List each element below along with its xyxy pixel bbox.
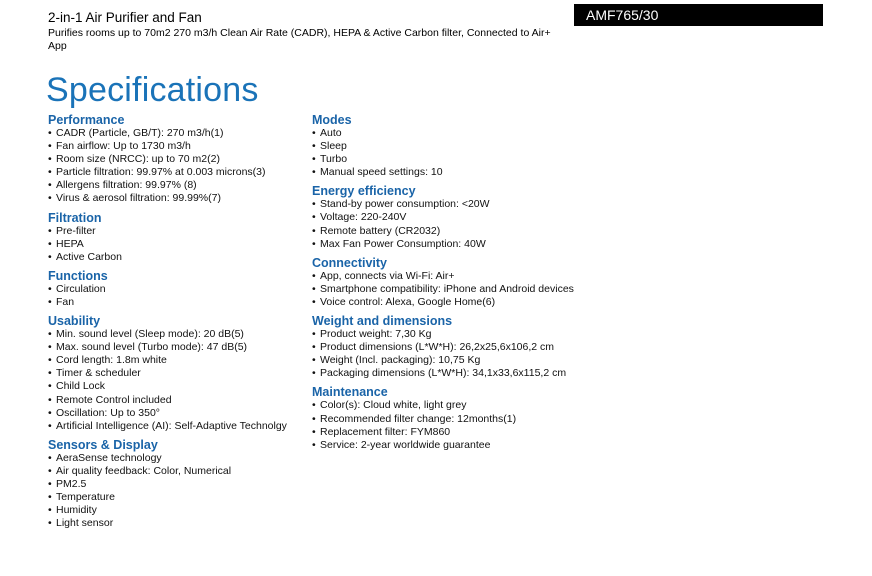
spec-item: • Child Lock: [48, 380, 306, 393]
section-weight-and-dimensions: [312, 315, 574, 380]
section-maintenance: [312, 386, 574, 451]
section-title-modes: Modes: [312, 113, 352, 127]
spec-item: • Allergens filtration: 99.97% (8): [48, 179, 306, 192]
section-performance: [48, 114, 306, 206]
spec-item: • HEPA: [48, 238, 306, 251]
spec-item: • Particle filtration: 99.97% at 0.003 microns(3): [48, 166, 306, 179]
section-filtration: [48, 212, 306, 264]
spec-item: • Max. sound level (Turbo mode): 47 dB(5): [48, 341, 306, 354]
spec-list-energy-efficiency: [312, 198, 574, 250]
spec-item: • Timer & scheduler: [48, 367, 306, 380]
spec-item: • Remote battery (CR2032): [312, 225, 574, 238]
spec-item: • Room size (NRCC): up to 70 m2(2): [48, 153, 306, 166]
spec-item: • Product weight: 7,30 Kg: [312, 328, 574, 341]
spec-item: • Service: 2-year worldwide guarantee: [312, 439, 574, 452]
spec-item: • Stand-by power consumption: <20W: [312, 198, 574, 211]
spec-item: • CADR (Particle, GB/T): 270 m3/h(1): [48, 127, 306, 140]
spec-list-sensors-display: [48, 452, 306, 531]
spec-item: • Cord length: 1.8m white: [48, 354, 306, 367]
spec-item: • AeraSense technology: [48, 452, 306, 465]
spec-item: • Color(s): Cloud white, light grey: [312, 399, 574, 412]
spec-item: • Temperature: [48, 491, 306, 504]
spec-item: • Voice control: Alexa, Google Home(6): [312, 296, 574, 309]
spec-item: • Artificial Intelligence (AI): Self-Adaptive Technolgy: [48, 420, 306, 433]
section-connectivity: [312, 257, 574, 309]
spec-item: • Manual speed settings: 10: [312, 166, 574, 179]
model-number-badge: AMF765/30: [574, 4, 823, 26]
spec-item: • Virus & aerosol filtration: 99.99%(7): [48, 192, 306, 205]
spec-item: • Smartphone compatibility: iPhone and Android devices: [312, 283, 574, 296]
section-title-filtration: Filtration: [48, 210, 102, 225]
product-subtitle: Purifies rooms up to 70m2 270 m3/h Clean Air Rate (CADR), HEPA & Active Carbon filter, Connected to Air+ App: [48, 27, 551, 52]
section-title-functions: Functions: [48, 268, 108, 283]
spec-list-modes: [312, 127, 574, 179]
spec-list-performance: [48, 127, 306, 206]
spec-item: • Active Carbon: [48, 251, 306, 264]
section-functions: [48, 270, 306, 309]
spec-list-filtration: [48, 225, 306, 264]
spec-item: • Turbo: [312, 153, 574, 166]
spec-item: • Fan: [48, 296, 306, 309]
spec-item: • Air quality feedback: Color, Numerical: [48, 465, 306, 478]
spec-item: • Fan airflow: Up to 1730 m3/h: [48, 140, 306, 153]
spec-item: • Max Fan Power Consumption: 40W: [312, 238, 574, 251]
section-title-sensors-display: Sensors & Display: [48, 437, 158, 452]
spec-item: • Recommended filter change: 12months(1): [312, 413, 574, 426]
spec-item: • Replacement filter: FYM860: [312, 426, 574, 439]
section-title-weight-and-dimensions: Weight and dimensions: [312, 314, 453, 329]
section-sensors-display: [48, 439, 306, 531]
spec-list-connectivity: [312, 270, 574, 309]
spec-list-weight-and-dimensions: [312, 328, 574, 380]
section-title-energy-efficiency: Energy efficiency: [312, 184, 416, 199]
section-title-performance: Performance: [48, 113, 125, 127]
spec-item: • Pre-filter: [48, 225, 306, 238]
section-title-usability: Usability: [48, 314, 101, 329]
specs-right-column: [312, 114, 574, 458]
product-title: 2-in-1 Air Purifier and Fan: [48, 10, 202, 25]
spec-item: • Min. sound level (Sleep mode): 20 dB(5): [48, 328, 306, 341]
spec-item: • Packaging dimensions (L*W*H): 34,1x33,6x115,2 cm: [312, 367, 574, 380]
spec-item: • Auto: [312, 127, 574, 140]
spec-item: • Remote Control included: [48, 394, 306, 407]
spec-item: • Weight (Incl. packaging): 10,75 Kg: [312, 354, 574, 367]
section-energy-efficiency: [312, 185, 574, 250]
spec-list-functions: [48, 283, 306, 309]
spec-item: • PM2.5: [48, 478, 306, 491]
spec-item: • Product dimensions (L*W*H): 26,2x25,6x106,2 cm: [312, 341, 574, 354]
spec-list-maintenance: [312, 399, 574, 451]
spec-list-usability: [48, 328, 306, 433]
spec-item: • Oscillation: Up to 350°: [48, 407, 306, 420]
section-title-maintenance: Maintenance: [312, 385, 388, 400]
spec-item: • Circulation: [48, 283, 306, 296]
section-modes: [312, 114, 574, 179]
section-usability: [48, 315, 306, 433]
spec-item: • Light sensor: [48, 517, 306, 530]
spec-item: • Voltage: 220-240V: [312, 211, 574, 224]
spec-item: • Sleep: [312, 140, 574, 153]
page-heading: Specifications: [46, 70, 259, 109]
spec-item: • Humidity: [48, 504, 306, 517]
specs-left-column: [48, 114, 306, 536]
spec-item: • App, connects via Wi-Fi: Air+: [312, 270, 574, 283]
section-title-connectivity: Connectivity: [312, 255, 388, 270]
